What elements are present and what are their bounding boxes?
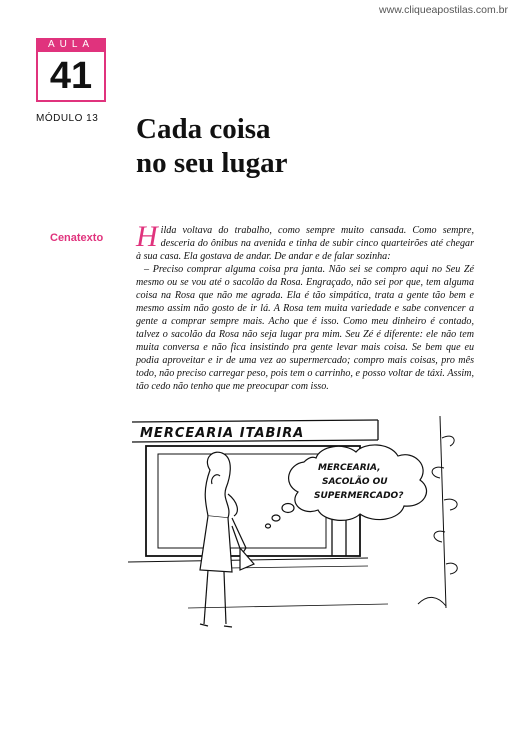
page-title [136,112,287,180]
drop-cap: H [136,220,158,253]
plant [418,416,457,608]
lesson-badge [36,38,106,102]
lesson-number: 41 [36,52,106,102]
title-line-1: Cada coisa [136,113,271,145]
module-label: MÓDULO 13 [36,113,99,124]
story-text [136,220,474,393]
bubble-text-3: SUPERMERCADO? [314,491,404,501]
site-url: www.cliqueapostilas.com.br [379,4,508,16]
store-sign: MERCEARIA ITABIRA [140,426,305,441]
title-line-2: no seu lugar [136,147,288,179]
aula-label: AULA [36,38,106,52]
bubble-text-1: MERCEARIA, [318,463,381,473]
section-label: Cenatexto [50,232,104,244]
bubble-text-2: SACOLÃO OU [322,477,388,487]
woman-figure [200,452,254,627]
paragraph-1-text: ilda voltava do trabalho, como sempre muito cansada. Como sempre, desceria do ônibus na avenida e tinha de subir cinco quarteirões até chegar à sua casa. Ela gostava de andar. De andar e de falar sozinha: [136,225,474,262]
cartoon-illustration [128,408,488,636]
paragraph-1 [136,220,474,263]
paragraph-2: – Preciso comprar alguma coisa pra janta. Não sei se compro aqui no Seu Zé mesmo ou se vou até o sacolão da Rosa. Engraçado, não sei por que, tem alguma coisa na Rosa que não me agrada. Ela é tão simpática, trata a gente tão bem e mesmo assim não gosto de ir lá. A Rosa tem muita variedade e sabe convencer a gente a comprar sempre mais. Acho que é isso. Como meu dinheiro é contado, talvez o sacolão da Rosa não seja lugar pra mim. Seu Zé é diferente: ele não tem muita conversa e não fica insistindo pra gente levar mais coisa. Se bem que eu podia aproveitar e ir de uma vez ao supermercado; compro mais coisas, pro mês todo, não preciso carregar peso, pois tem o carrinho, e posso voltar de táxi. Assim, tão cedo não tenho que me preocupar com isso. [136,264,474,392]
